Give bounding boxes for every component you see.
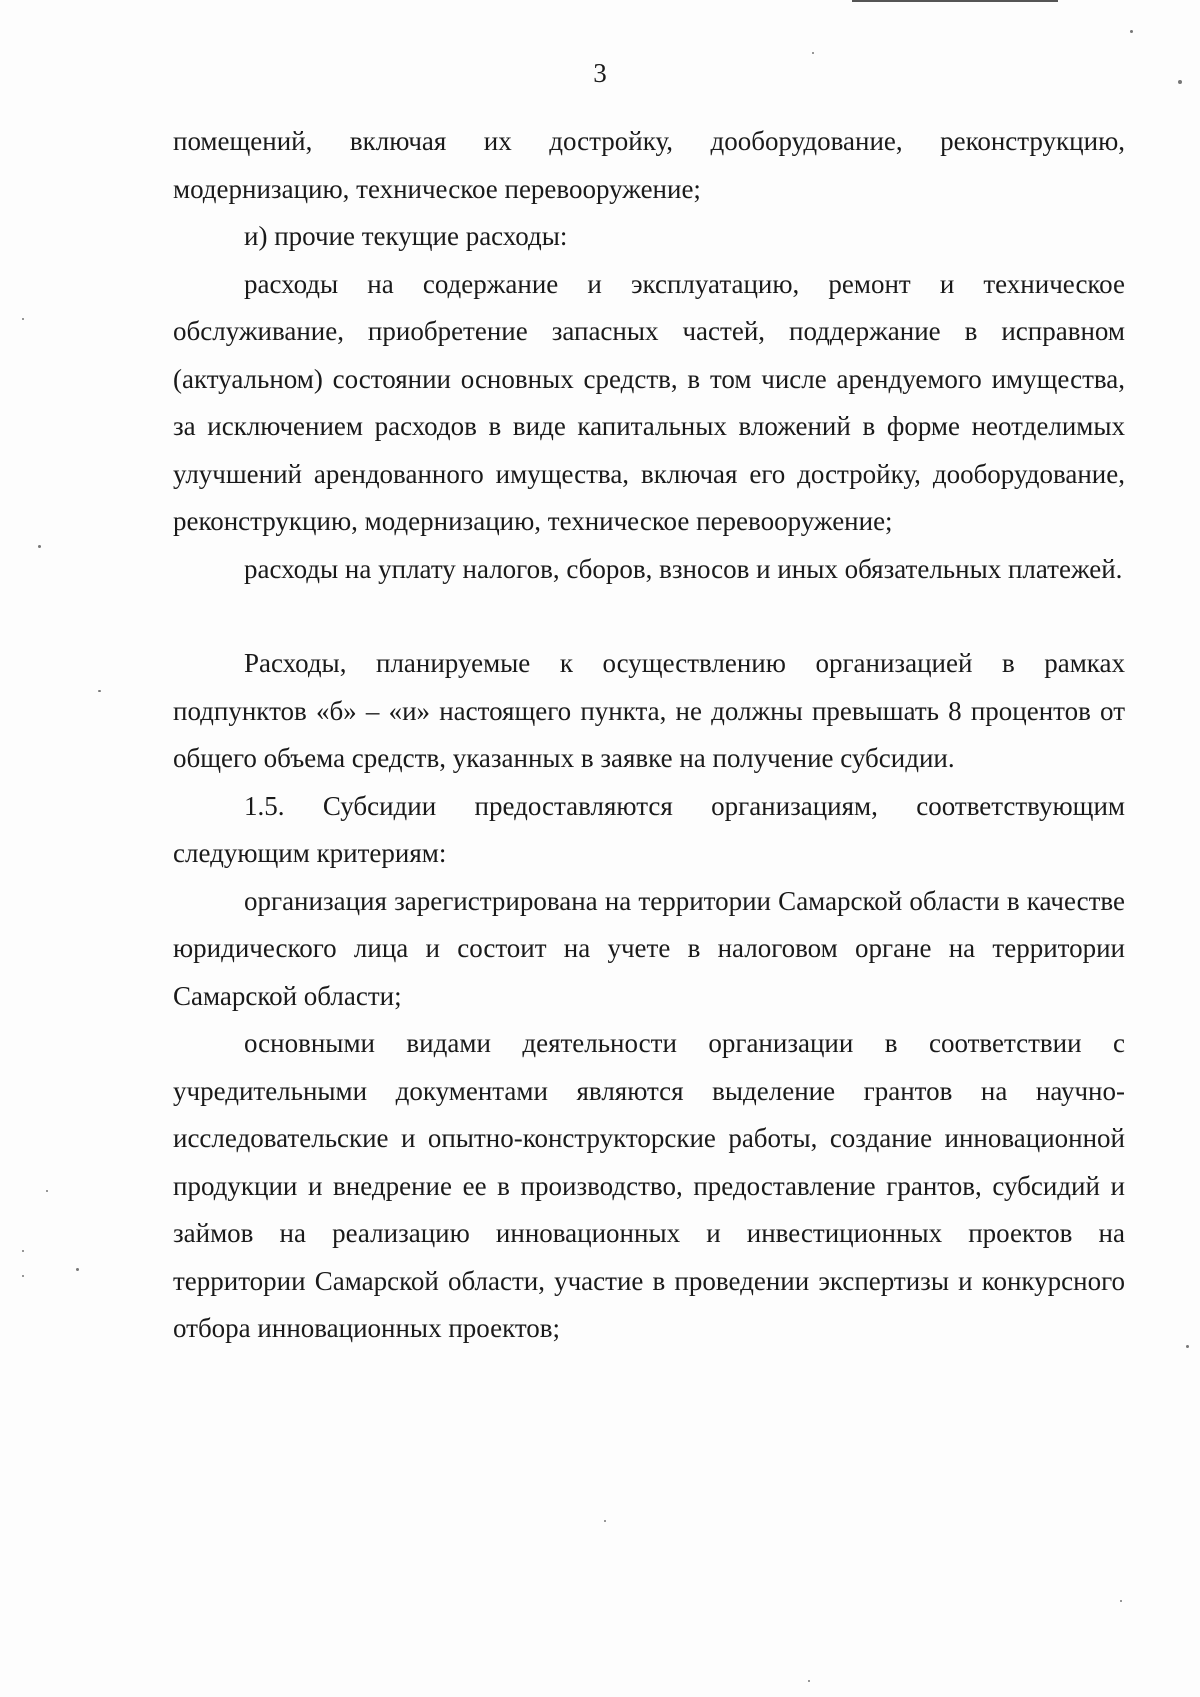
paragraph-tax-expenses: расходы на уплату налогов, сборов, взносов и иных обязательных платежей. [244,553,1123,584]
scan-speck [808,1680,810,1682]
scan-speck [98,690,101,692]
scan-speck [1120,1600,1122,1602]
scan-speck [22,318,24,320]
paragraph-item-i: и) прочие текущие расходы: [244,221,568,251]
scan-speck [22,1275,24,1277]
scan-speck [1178,80,1182,84]
scan-speck [812,52,814,54]
scan-speck [22,1250,24,1252]
paragraph-maintenance-expenses: расходы на содержание и эксплуатацию, ремонт и техническое обслуживание, приобретение запасных частей, поддержание в исправном (актуальном) состоянии основных средств, в том числе арендуемого имущества, за исключением расходов в виде капитальных вложений в форме неотделимых улучшений арендованного имущества, включая его достройку, дооборудование, реконструкцию, модернизацию, техническое перевооружение; [173,268,1125,536]
scan-speck [604,1520,606,1522]
paragraph-criterion-registration: организация зарегистрирована на территории Самарской области в качестве юридического лица и состоит на учете в налоговом органе на территории Самарской области; [173,885,1125,1011]
scan-speck [38,545,41,548]
paragraph-expense-limit: Расходы, планируемые к осуществлению организацией в рамках подпунктов «б» – «и» настоящего пункта, не должны превышать 8 процентов от общего объема средств, указанных в заявке на получение субсидии. [173,648,1125,773]
document-body [173,118,1125,1353]
scan-speck [1130,30,1133,33]
paragraph-criterion-activities: основными видами деятельности организации в соответствии с учредительными документами являются выделение грантов на научно-исследовательские и опытно-конструкторские работы, создание инновационной продукции и внедрение ее в производство, предоставление грантов, субсидий и займов на реализацию инновационных и инвестиционных проектов на территории Самарской области, участие в проведении экспертизы и конкурсного отбора инновационных проектов; [173,1028,1125,1343]
scan-edge-mark [852,0,1058,2]
scan-speck [1186,1345,1189,1348]
scan-speck [76,1268,79,1271]
paragraph-continuation: помещений, включая их достройку, дооборудование, реконструкцию, модернизацию, техническое перевооружение; [173,126,1125,204]
page-number: 3 [593,58,607,88]
paragraph-section-1-5: 1.5. Субсидии предоставляются организациям, соответствующим следующим критериям: [173,790,1125,868]
scan-speck [46,1190,48,1192]
